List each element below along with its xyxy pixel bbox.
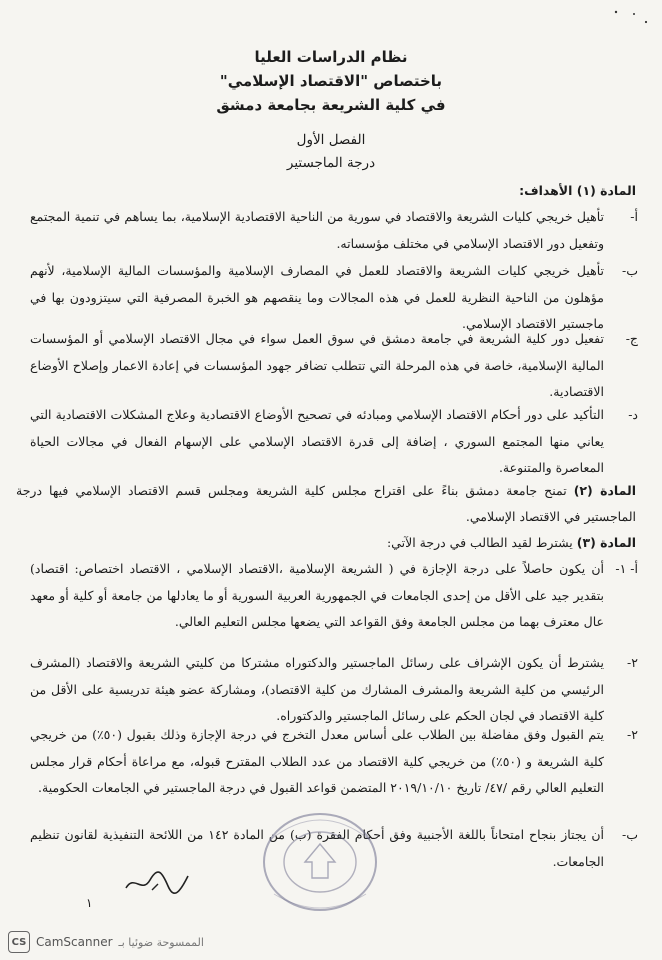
degree-heading: درجة الماجستير (286, 155, 376, 171)
camscanner-watermark (8, 930, 204, 954)
article-1-item-d (30, 402, 640, 482)
doc-title-line-3: في كلية الشريعة بجامعة دمشق (216, 96, 446, 114)
item-marker: أ- (630, 209, 638, 224)
item-marker: ٢- (627, 655, 638, 670)
article-3-item-a1 (30, 556, 640, 636)
item-text: يشترط أن يكون الإشراف على رسائل الماجستير والدكتوراه مشتركا من كليتي الشريعة والاقتصاد (المشرف الرئيسي من كلية الشريعة والمشرف المشارك من كلية الاقتصاد)، ومشاركة عضو هيئة تدريسية على الأقل من كلية الاقتصاد في لجان الحكم على رسائل الماجستير والدكتوراه. (30, 655, 604, 723)
item-marker: ب- (622, 263, 638, 278)
item-text: أن يكون حاصلاً على درجة الإجازة في ( الشريعة الإسلامية ،الاقتصاد الإسلامي ، الاقتصاد اختصاص: اقتصاد) بتقدير جيد على الأقل من إحدى الجامعات في الجمهورية العربية السورية أو ما يعادلها من جامعة أو كلية أو معهد عال معترف بهما من مجلس الجامعة وفق القواعد التي يضعها مجلس التعليم العالي. (30, 561, 604, 629)
article-2 (16, 478, 636, 530)
item-text: تأهيل خريجي كليات الشريعة والاقتصاد في سورية من الناحية الاقتصادية الإسلامية، بما يساهم في تنمية المجتمع وتفعيل دور الاقتصاد الإسلامي في مختلف مؤسساته. (30, 209, 604, 251)
item-text: تفعيل دور كلية الشريعة في جامعة دمشق في سوق العمل سواء في مجال الاقتصاد الإسلامي أو المؤسسات المالية الإسلامية، خاصة في هذه المرحلة التي تتطلب تضافر جهود المؤسسات في إعادة الاعمار وإصلاح الأوضاع الاقتصادية. (30, 331, 604, 399)
article-2-label: المادة (٢) (573, 483, 636, 498)
item-marker: أ- ١- (615, 561, 638, 576)
article-3-label: المادة (٣) (576, 535, 636, 550)
item-text: التأكيد على دور أحكام الاقتصاد الإسلامي ومبادئه في تصحيح الأوضاع الاقتصادية وعلاج المشكلات الاقتصادية التي يعاني منها المجتمع السوري ، إضافة إلى قدرة الاقتصاد الإسلامي على الإسهام الفعال في مجالات الحياة المعاصرة والمتنوعة. (30, 407, 604, 475)
item-marker: ٢- (627, 727, 638, 742)
article-3-intro-text: يشترط لقيد الطالب في درجة الآتي: (386, 535, 573, 550)
item-text: تأهيل خريجي كليات الشريعة والاقتصاد للعمل في المصارف الإسلامية والمؤسسات المالية الإسلامية، لأنهم مؤهلون من الناحية النظرية للعمل في هذه المجالات وما ينقصهم هو الخبرة المصرفية التي سيتزودون بها في ماجستير الاقتصاد الإسلامي. (30, 263, 604, 331)
article-1-title (16, 178, 636, 204)
doc-title-line-1: نظام الدراسات العليا (254, 48, 408, 66)
article-3-intro (16, 530, 636, 556)
official-stamp (250, 800, 390, 920)
camscanner-logo-icon: CS (8, 931, 30, 953)
camscanner-brand: CamScanner (36, 935, 113, 949)
scan-speck-marks (612, 8, 652, 38)
item-text: يتم القبول وفق مفاضلة بين الطلاب على أساس معدل التخرج في درجة الإجازة وذلك بقبول (٥٠٪) من خريجي كلية الشريعة و (٥٠٪) من خريجي كلية الاقتصاد من عدد الطلاب المقترح قبوله، مع مراعاة أحكام قرار مجلس التعليم العالي رقم /٤٧/ تاريخ ٢٠١٩/١٠/١٠ المتضمن قواعد القبول في درجة الماجستير في الجامعات الحكومية. (30, 727, 605, 795)
doc-title-line-2: باختصاص "الاقتصاد الإسلامي" (219, 72, 443, 90)
article-1-item-c (30, 326, 640, 406)
article-1-label: المادة (١) الأهداف: (519, 183, 636, 198)
item-marker: د- (628, 407, 638, 422)
article-3-item-2 (30, 650, 640, 730)
page-number: ١ (86, 896, 93, 910)
chapter-heading: الفصل الأول (296, 132, 366, 148)
item-marker: ج- (625, 331, 638, 346)
article-2-text: تمنح جامعة دمشق بناءً على اقتراح مجلس كلية الشريعة ومجلس قسم الاقتصاد الإسلامي فيها درجة الماجستير في الاقتصاد الإسلامي. (16, 483, 636, 524)
item-text: أن يجتاز بنجاح امتحاناً باللغة الأجنبية وفق أحكام الفقرة (ب) من المادة ١٤٢ من اللائحة التنفيذية لقانون تنظيم الجامعات. (30, 827, 604, 869)
article-1-item-a (30, 204, 640, 257)
article-3-item-3 (30, 722, 640, 802)
handwritten-signature (122, 866, 192, 898)
item-marker: ب- (622, 827, 638, 842)
camscanner-arabic-caption: الممسوحة ضوئيا بـ (118, 935, 204, 949)
